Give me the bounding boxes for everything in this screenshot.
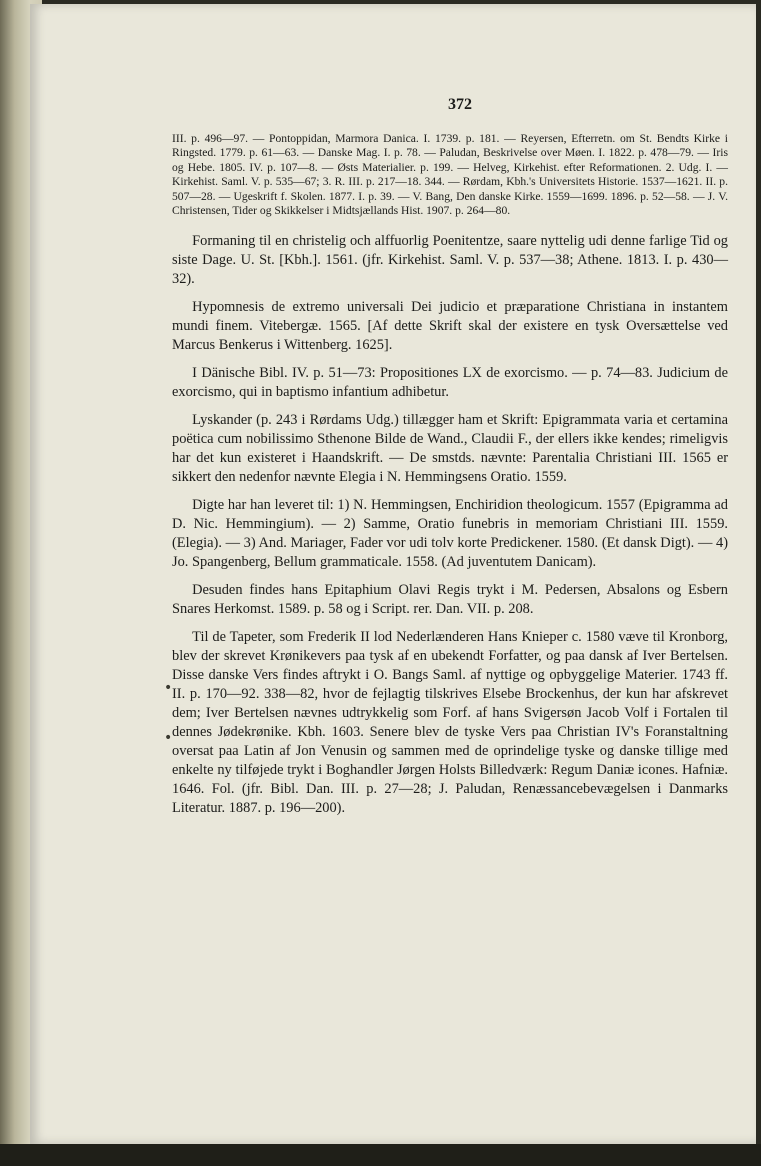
- paragraph-epitaphium: Desuden findes hans Epitaphium Olavi Regis trykt i M. Pedersen, Absalons og Esbern Snares Herkomst. 1589. p. 58 og i Script. rer. Dan. VII. p. 208.: [172, 582, 728, 618]
- paragraph-hypomnesis: Hypomnesis de extremo universali Dei judicio et præparatione Christiana in instantem mundi finem. Vitebergæ. 1565. [Af dette Skrift skal der existere en tysk Oversættelse ved Marcus Benkerus i Wittenberg. 1625].: [172, 299, 728, 354]
- paragraph-formaning: Formaning til en christelig och alffuorlig Poenitentze, saare nyttelig udi denne farlige Tid og siste Dage. U. St. [Kbh.]. 1561. (jfr. Kirkehist. Saml. V. p. 537—38; Athene. 1813. I. p. 430—32).: [172, 233, 728, 288]
- margin-mark: •: [164, 680, 173, 696]
- margin-mark: •: [164, 730, 173, 746]
- paragraph-danische-bibl: I Dänische Bibl. IV. p. 51—73: Propositiones LX de exorcismo. — p. 74—83. Judicium de exorcismo, qui in baptismo infantium adhibetur.: [172, 365, 728, 401]
- paragraph-digte: Digte har han leveret til: 1) N. Hemmingsen, Enchiridion theologicum. 1557 (Epigramma ad D. Nic. Hemmingium). — 2) Samme, Oratio funebris in memoriam Christiani III. 1559. (Elegia). — 3) And. Mariager, Fader vor udi tolv korte Predickener. 1580. (Et dansk Digt). — 4) Jo. Spangenberg, Bellum grammaticale. 1558. (Ad juventutem Danicam).: [172, 497, 728, 571]
- paragraph-tapeter: Til de Tapeter, som Frederik II lod Nederlænderen Hans Knieper c. 1580 væve til Kronborg, blev der skrevet Krønikevers paa tysk af en ubekendt Forfatter, og paa dansk af Iver Bertelsen. Disse danske Vers findes aftrykt i O. Bangs Saml. af nyttige og opbyggelige Materier. 1743 ff. II. p. 170—92. 338—82, hvor de fejlagtig tilskrives Elsebe Brockenhus, der kun har afskrevet dem; Iver Bertelsen nævnes udtrykkelig som Forf. af hans Svigersøn Jacob Volf i Fortalen til dennes Jødekrønike. Kbh. 1603. Senere blev de tyske Vers paa Christian IV's Foranstaltning oversat paa Latin af Jon Venusin og sammen med de oprindelige tyske og danske tillige med enkelte ny tilføjede trykt i Boghandler Jørgen Holsts Billedværk: Regum Daniæ icones. Hafniæ. 1646. Fol. (jfr. Bibl. Dan. III. p. 27—28; J. Paludan, Renæssancebevægelsen i Danmarks Literatur. 1887. p. 196—200).: [172, 629, 728, 817]
- scan-bottom-edge: [0, 1144, 761, 1166]
- page-number: 372: [448, 96, 472, 113]
- paragraph-lyskander: Lyskander (p. 243 i Rørdams Udg.) tillægger ham et Skrift: Epigrammata varia et certamina poëtica cum nobilissimo Sthenone Bilde de Wand., Claudii F., der ellers ikke kendes; rimeligvis har det kun existeret i Haandskrift. — De smstds. nævnte: Parentalia Christiani III. 1565 er sikkert den nedenfor nævnte Elegia i N. Hemmingsens Oratio. 1559.: [172, 412, 728, 486]
- page-content: [172, 96, 728, 827]
- bibliographic-references: III. p. 496—97. — Pontoppidan, Marmora Danica. I. 1739. p. 181. — Reyersen, Efterretn. om St. Bendts Kirke i Ringsted. 1779. p. 61—63. — Danske Mag. I. p. 78. — Paludan, Beskrivelse over Møen. I. 1822. p. 478—79. — Iris og Hebe. 1805. IV. p. 107—8. — Østs Materialier. p. 199. — Helveg, Kirkehist. efter Reformationen. 2. Udg. I. — Kirkehist. Saml. V. p. 535—67; 3. R. III. p. 217—18. 344. — Rørdam, Kbh.'s Universitets Historie. 1537—1621. II. p. 507—28. — Ugeskrift f. Skolen. 1877. I. p. 39. — V. Bang, Den danske Kirke. 1559—1699. 1896. p. 52—58. — J. V. Christensen, Tider og Skikkelser i Midtsjællands Hist. 1907. p. 264—80.: [172, 132, 728, 218]
